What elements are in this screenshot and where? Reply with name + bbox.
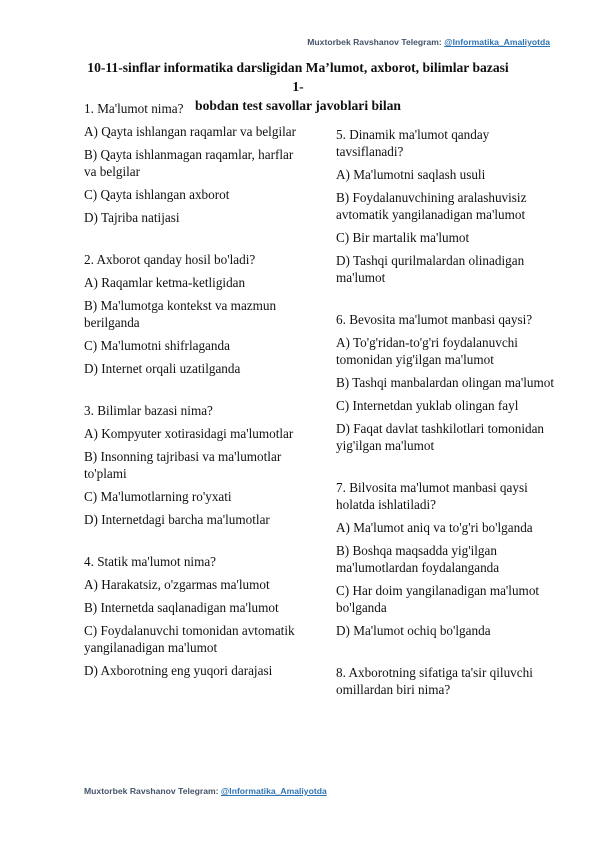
- answer-option: C) Bir martalik ma'lumot: [336, 230, 470, 245]
- answer-option: C) Foydalanuvchi tomonidan avtomatik yangilanadigan ma'lumot: [84, 623, 295, 655]
- question-text: 4. Statik ma'lumot nima?: [84, 554, 217, 569]
- question-text: 3. Bilimlar bazasi nima?: [84, 403, 213, 418]
- header-telegram-label: Telegram:: [401, 37, 442, 47]
- answer-option: C) Qayta ishlangan axborot: [84, 187, 230, 202]
- answer-option: D) Ma'lumot ochiq bo'lganda: [336, 623, 491, 638]
- answer-option: D) Internetdagi barcha ma'lumotlar: [84, 512, 270, 527]
- answer-option: C) Ma'lumotlarning ro'yxati: [84, 489, 232, 504]
- answer-option: A) Raqamlar ketma-ketligidan: [84, 275, 246, 290]
- answer-option: B) Foydalanuvchining aralashuvisiz avtomatik yangilanadigan ma'lumot: [336, 190, 527, 222]
- answer-option: A) Qayta ishlangan raqamlar va belgilar: [84, 124, 297, 139]
- answer-option: D) Tashqi qurilmalardan olinadigan ma'lumot: [336, 253, 525, 285]
- title-line-2: bobdan test savollar javoblari bilan: [195, 98, 401, 113]
- header-author: Muxtorbek Ravshanov: [307, 37, 399, 47]
- question-text: 2. Axborot qanday hosil bo'ladi?: [84, 252, 256, 267]
- question-block: [336, 664, 558, 698]
- question-block: [84, 553, 302, 679]
- question-text: 7. Bilvosita ma'lumot manbasi qaysi holatda ishlatiladi?: [336, 480, 528, 512]
- answer-option: D) Axborotning eng yuqori darajasi: [84, 663, 273, 678]
- answer-option: A) Ma'lumot aniq va to'g'ri bo'lganda: [336, 520, 533, 535]
- answer-option: D) Tajriba natijasi: [84, 210, 180, 225]
- answer-option: C) Internetdan yuklab olingan fayl: [336, 398, 519, 413]
- question-block: [336, 479, 558, 639]
- answer-option: B) Ma'lumotga kontekst va mazmun berilganda: [84, 298, 277, 330]
- left-column: [84, 100, 302, 685]
- page-footer: [84, 786, 327, 796]
- answer-option: B) Internetda saqlanadigan ma'lumot: [84, 600, 279, 615]
- answer-option: B) Qayta ishlanmagan raqamlar, harflar va belgilar: [84, 147, 294, 179]
- answer-option: A) Harakatsiz, o'zgarmas ma'lumot: [84, 577, 270, 592]
- answer-option: A) Kompyuter xotirasidagi ma'lumotlar: [84, 426, 294, 441]
- question-block: [336, 311, 558, 454]
- answer-option: B) Insonning tajribasi va ma'lumotlar to'plami: [84, 449, 282, 481]
- question-block: [84, 402, 302, 528]
- question-block: [336, 126, 558, 286]
- title-line-1: 10-11-sinflar informatika darsligidan Ma’lumot, axborot, bilimlar bazasi 1-: [87, 60, 509, 94]
- answer-option: C) Ma'lumotni shifrlaganda: [84, 338, 230, 353]
- right-column: [336, 126, 558, 704]
- answer-option: D) Faqat davlat tashkilotlari tomonidan yig'ilgan ma'lumot: [336, 421, 545, 453]
- question-text: 6. Bevosita ma'lumot manbasi qaysi?: [336, 312, 533, 327]
- footer-telegram-label: Telegram:: [178, 786, 219, 796]
- question-block: [84, 251, 302, 377]
- question-text: 8. Axborotning sifatiga ta'sir qiluvchi omillardan biri nima?: [336, 665, 533, 697]
- answer-option: A) Ma'lumotni saqlash usuli: [336, 167, 486, 182]
- question-text: 1. Ma'lumot nima?: [84, 101, 184, 116]
- page-header: [307, 37, 550, 47]
- answer-option: B) Tashqi manbalardan olingan ma'lumot: [336, 375, 555, 390]
- footer-telegram-link[interactable]: @Informatika_Amaliyotda: [220, 786, 327, 796]
- answer-option: A) To'g'ridan-to'g'ri foydalanuvchi tomonidan yig'ilgan ma'lumot: [336, 335, 518, 367]
- answer-option: C) Har doim yangilanadigan ma'lumot bo'lganda: [336, 583, 540, 615]
- answer-option: D) Internet orqali uzatilganda: [84, 361, 241, 376]
- answer-option: B) Boshqa maqsadda yig'ilgan ma'lumotlardan foydalanganda: [336, 543, 500, 575]
- footer-author: Muxtorbek Ravshanov: [84, 786, 176, 796]
- question-text: 5. Dinamik ma'lumot qanday tavsiflanadi?: [336, 127, 490, 159]
- header-telegram-link[interactable]: @Informatika_Amaliyotda: [444, 37, 550, 47]
- question-block: [84, 100, 302, 226]
